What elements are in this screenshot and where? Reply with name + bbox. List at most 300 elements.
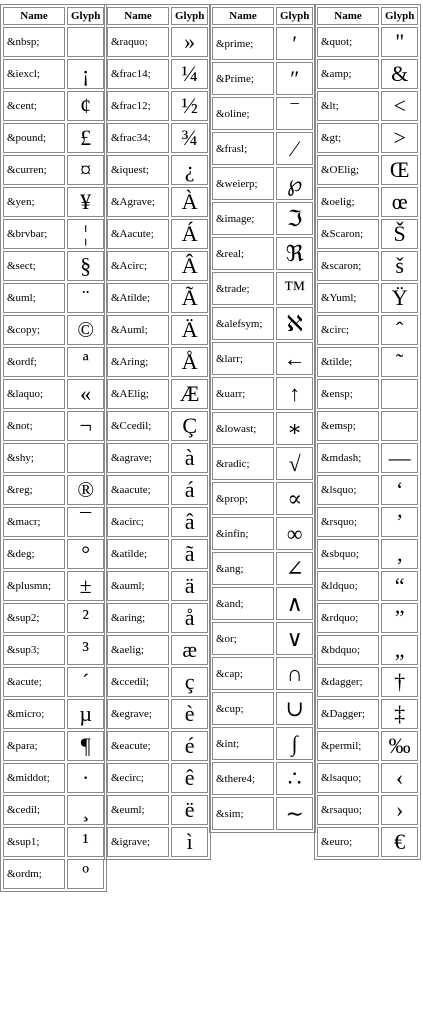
table-row — [3, 507, 104, 537]
entity-glyph-cell: ³ — [67, 635, 104, 665]
table-row — [212, 377, 313, 410]
entity-name-cell: &Dagger; — [317, 699, 379, 729]
entity-name-cell: &egrave; — [107, 699, 169, 729]
entity-glyph-cell: ¦ — [67, 219, 104, 249]
entity-glyph-cell — [67, 27, 104, 57]
entity-name-cell: &emsp; — [317, 411, 379, 441]
entity-glyph-cell: ℘ — [276, 167, 313, 200]
entity-glyph-cell: ° — [67, 539, 104, 569]
entity-glyph-cell: è — [171, 699, 208, 729]
entity-name-cell: &shy; — [3, 443, 65, 473]
entity-glyph-cell: ¾ — [171, 123, 208, 153]
entity-glyph-cell: ‚ — [381, 539, 418, 569]
table-row — [3, 123, 104, 153]
entity-glyph-cell: ± — [67, 571, 104, 601]
entity-name-cell: &lt; — [317, 91, 379, 121]
entity-name-cell: &sup1; — [3, 827, 65, 857]
entity-glyph-cell: ì — [171, 827, 208, 857]
entity-table-3 — [209, 4, 316, 833]
entity-glyph-cell: Œ — [381, 155, 418, 185]
entity-glyph-cell: ¼ — [171, 59, 208, 89]
entity-name-cell: &lsaquo; — [317, 763, 379, 793]
entity-name-cell: &acirc; — [107, 507, 169, 537]
entity-name-cell: &sim; — [212, 797, 274, 830]
entity-glyph-cell: ˆ — [381, 315, 418, 345]
entity-glyph-cell: ∨ — [276, 622, 313, 655]
table-row — [212, 167, 313, 200]
entity-glyph-cell: ¿ — [171, 155, 208, 185]
entity-name-cell: &dagger; — [317, 667, 379, 697]
entity-name-cell: &and; — [212, 587, 274, 620]
entity-name-cell: &micro; — [3, 699, 65, 729]
entity-name-cell: &iexcl; — [3, 59, 65, 89]
table-row — [3, 219, 104, 249]
table-row — [3, 251, 104, 281]
table-row — [317, 59, 418, 89]
entity-table-1 — [0, 4, 107, 892]
entity-name-cell: &frac14; — [107, 59, 169, 89]
entity-name-cell: &ccedil; — [107, 667, 169, 697]
entity-glyph-cell: ê — [171, 763, 208, 793]
table-row — [212, 657, 313, 690]
entity-name-cell: &trade; — [212, 272, 274, 305]
entity-name-cell: &atilde; — [107, 539, 169, 569]
entity-name-cell: &igrave; — [107, 827, 169, 857]
entity-glyph-cell: Â — [171, 251, 208, 281]
entity-glyph-cell: © — [67, 315, 104, 345]
entity-name-cell: &ordf; — [3, 347, 65, 377]
entity-name-cell: &Ccedil; — [107, 411, 169, 441]
entity-glyph-cell: º — [67, 859, 104, 889]
table-row — [107, 315, 208, 345]
table-row — [107, 123, 208, 153]
entity-glyph-cell: Ç — [171, 411, 208, 441]
entity-glyph-cell: Å — [171, 347, 208, 377]
entity-glyph-cell: à — [171, 443, 208, 473]
entity-name-cell: &Yuml; — [317, 283, 379, 313]
table-row — [107, 571, 208, 601]
entity-name-cell: &mdash; — [317, 443, 379, 473]
entity-name-cell: &frasl; — [212, 132, 274, 165]
entity-glyph-cell: ¤ — [67, 155, 104, 185]
table-row — [3, 571, 104, 601]
entity-name-cell: &iquest; — [107, 155, 169, 185]
entity-glyph-cell: ‡ — [381, 699, 418, 729]
table-row — [317, 763, 418, 793]
entity-name-cell: &cap; — [212, 657, 274, 690]
entity-glyph-cell: œ — [381, 187, 418, 217]
header-row — [212, 7, 313, 25]
table-row — [107, 379, 208, 409]
table-row — [317, 667, 418, 697]
entity-name-cell: &Scaron; — [317, 219, 379, 249]
entity-name-cell: &eacute; — [107, 731, 169, 761]
entity-name-cell: &deg; — [3, 539, 65, 569]
table-row — [107, 475, 208, 505]
table-row — [317, 827, 418, 857]
entity-name-cell: &infin; — [212, 517, 274, 550]
header-row — [317, 7, 418, 25]
entity-name-cell: &Aacute; — [107, 219, 169, 249]
table-row — [107, 699, 208, 729]
table-row — [3, 315, 104, 345]
table-row — [317, 443, 418, 473]
entity-glyph-cell: · — [67, 763, 104, 793]
table-row — [107, 251, 208, 281]
table-row — [107, 667, 208, 697]
entity-glyph-cell: ® — [67, 475, 104, 505]
entity-name-cell: &image; — [212, 202, 274, 235]
glyph-header: Glyph — [381, 7, 418, 25]
table-row — [107, 443, 208, 473]
entity-name-cell: &brvbar; — [3, 219, 65, 249]
table-row — [212, 797, 313, 830]
table-row — [317, 379, 418, 409]
table-row — [317, 91, 418, 121]
entity-name-cell: &auml; — [107, 571, 169, 601]
table-row — [212, 517, 313, 550]
entity-name-cell: &gt; — [317, 123, 379, 153]
entity-glyph-cell: ’ — [381, 507, 418, 537]
table-row — [3, 731, 104, 761]
entity-name-cell: &larr; — [212, 342, 274, 375]
table-row — [3, 603, 104, 633]
entity-name-cell: &prime; — [212, 27, 274, 60]
header-row — [3, 7, 104, 25]
table-row — [317, 731, 418, 761]
table-row — [107, 219, 208, 249]
entity-table-2 — [104, 4, 211, 860]
entity-glyph-cell: ´ — [67, 667, 104, 697]
entity-name-cell: &frac12; — [107, 91, 169, 121]
table-row — [212, 482, 313, 515]
entity-name-cell: &laquo; — [3, 379, 65, 409]
entity-name-cell: &macr; — [3, 507, 65, 537]
table-row — [212, 237, 313, 270]
entity-glyph-cell: å — [171, 603, 208, 633]
entity-glyph-cell: á — [171, 475, 208, 505]
entity-name-cell: &cup; — [212, 692, 274, 725]
table-row — [317, 411, 418, 441]
entity-glyph-cell: ² — [67, 603, 104, 633]
table-row — [3, 443, 104, 473]
table-row — [212, 762, 313, 795]
entity-name-cell: &lowast; — [212, 412, 274, 445]
entity-glyph-cell: ä — [171, 571, 208, 601]
table-row — [212, 307, 313, 340]
entity-name-cell: &raquo; — [107, 27, 169, 57]
entity-name-cell: &rsquo; — [317, 507, 379, 537]
table-row — [317, 795, 418, 825]
entity-glyph-cell: š — [381, 251, 418, 281]
entity-glyph-cell: ¢ — [67, 91, 104, 121]
entity-name-cell: &ordm; — [3, 859, 65, 889]
table-row — [107, 27, 208, 57]
entity-name-cell: &oelig; — [317, 187, 379, 217]
entity-name-cell: &plusmn; — [3, 571, 65, 601]
entity-name-cell: &pound; — [3, 123, 65, 153]
table-row — [317, 219, 418, 249]
entity-glyph-cell: € — [381, 827, 418, 857]
entity-glyph-cell: ¶ — [67, 731, 104, 761]
entity-name-cell: &aacute; — [107, 475, 169, 505]
table-row — [212, 272, 313, 305]
table-row — [3, 283, 104, 313]
entity-glyph-cell: § — [67, 251, 104, 281]
entity-glyph-cell — [381, 411, 418, 441]
entity-name-cell: &ldquo; — [317, 571, 379, 601]
table-row — [212, 622, 313, 655]
table-row — [317, 571, 418, 601]
entity-glyph-cell: Á — [171, 219, 208, 249]
entity-glyph-cell: ∠ — [276, 552, 313, 585]
table-row — [107, 283, 208, 313]
table-row — [107, 59, 208, 89]
entity-glyph-cell: ″ — [276, 62, 313, 95]
table-row — [3, 667, 104, 697]
entity-name-cell: &or; — [212, 622, 274, 655]
entity-glyph-cell: ‾ — [276, 97, 313, 130]
entity-name-cell: &sup3; — [3, 635, 65, 665]
table-row — [107, 827, 208, 857]
entity-glyph-cell: ∝ — [276, 482, 313, 515]
entity-name-cell: &Agrave; — [107, 187, 169, 217]
entity-glyph-cell: √ — [276, 447, 313, 480]
entity-name-cell: &amp; — [317, 59, 379, 89]
entity-name-cell: &AElig; — [107, 379, 169, 409]
table-row — [107, 731, 208, 761]
table-row — [317, 603, 418, 633]
entity-glyph-cell: ‘ — [381, 475, 418, 505]
table-row — [317, 283, 418, 313]
entity-glyph-cell: ã — [171, 539, 208, 569]
entity-name-cell: &prop; — [212, 482, 274, 515]
entity-glyph-cell: › — [381, 795, 418, 825]
table-row — [107, 411, 208, 441]
entity-name-cell: &not; — [3, 411, 65, 441]
entity-glyph-cell: ¯ — [67, 507, 104, 537]
table-row — [317, 475, 418, 505]
table-row — [317, 123, 418, 153]
table-row — [107, 539, 208, 569]
table-row — [212, 447, 313, 480]
entity-glyph-cell: ‰ — [381, 731, 418, 761]
entity-name-cell: &sbquo; — [317, 539, 379, 569]
entity-name-cell: &curren; — [3, 155, 65, 185]
table-row — [107, 507, 208, 537]
entity-name-cell: &ensp; — [317, 379, 379, 409]
table-row — [212, 27, 313, 60]
entity-name-cell: &OElig; — [317, 155, 379, 185]
table-row — [3, 347, 104, 377]
entity-glyph-cell: ∩ — [276, 657, 313, 690]
table-row — [107, 603, 208, 633]
entity-name-cell: &int; — [212, 727, 274, 760]
entity-name-cell: &Auml; — [107, 315, 169, 345]
table-row — [3, 91, 104, 121]
table-row — [3, 155, 104, 185]
table-row — [212, 132, 313, 165]
table-row — [107, 155, 208, 185]
entity-glyph-cell: ↑ — [276, 377, 313, 410]
entity-name-cell: &aelig; — [107, 635, 169, 665]
entity-glyph-cell: ë — [171, 795, 208, 825]
entity-name-cell: &Prime; — [212, 62, 274, 95]
entity-glyph-cell: „ — [381, 635, 418, 665]
table-row — [212, 202, 313, 235]
entity-name-cell: &middot; — [3, 763, 65, 793]
entity-glyph-cell: ∪ — [276, 692, 313, 725]
entity-glyph-cell: ← — [276, 342, 313, 375]
entity-glyph-cell: Ÿ — [381, 283, 418, 313]
entity-glyph-cell: ç — [171, 667, 208, 697]
name-header: Name — [107, 7, 169, 25]
entity-name-cell: &ang; — [212, 552, 274, 585]
table-row — [3, 827, 104, 857]
table-row — [3, 475, 104, 505]
table-row — [3, 187, 104, 217]
entity-name-cell: &nbsp; — [3, 27, 65, 57]
table-row — [3, 699, 104, 729]
entity-glyph-cell: Š — [381, 219, 418, 249]
table-row — [317, 635, 418, 665]
entity-glyph-cell: µ — [67, 699, 104, 729]
table-row — [212, 552, 313, 585]
table-row — [3, 859, 104, 889]
entity-name-cell: &Aring; — [107, 347, 169, 377]
header-row — [107, 7, 208, 25]
entity-name-cell: &uml; — [3, 283, 65, 313]
table-row — [3, 539, 104, 569]
entity-glyph-cell: ½ — [171, 91, 208, 121]
table-row — [317, 347, 418, 377]
entity-name-cell: &frac34; — [107, 123, 169, 153]
entity-name-cell: &sect; — [3, 251, 65, 281]
entity-glyph-cell — [381, 379, 418, 409]
entity-glyph-cell: ¥ — [67, 187, 104, 217]
entity-name-cell: &real; — [212, 237, 274, 270]
entity-glyph-cell: ∧ — [276, 587, 313, 620]
table-row — [3, 763, 104, 793]
entity-glyph-cell: ∫ — [276, 727, 313, 760]
entity-name-cell: &agrave; — [107, 443, 169, 473]
table-row — [317, 539, 418, 569]
table-row — [317, 187, 418, 217]
entity-glyph-cell: Ã — [171, 283, 208, 313]
entity-glyph-cell: â — [171, 507, 208, 537]
entity-glyph-cell: ¬ — [67, 411, 104, 441]
entity-glyph-cell: ¡ — [67, 59, 104, 89]
entity-glyph-cell: “ — [381, 571, 418, 601]
entity-glyph-cell: ℑ — [276, 202, 313, 235]
entity-name-cell: &para; — [3, 731, 65, 761]
entity-name-cell: &euml; — [107, 795, 169, 825]
table-row — [212, 342, 313, 375]
entity-name-cell: &ecirc; — [107, 763, 169, 793]
entity-name-cell: &radic; — [212, 447, 274, 480]
entity-glyph-cell: ˜ — [381, 347, 418, 377]
entity-glyph-cell: æ — [171, 635, 208, 665]
entity-name-cell: &cedil; — [3, 795, 65, 825]
table-row — [317, 315, 418, 345]
entity-glyph-cell: ™ — [276, 272, 313, 305]
entity-name-cell: &bdquo; — [317, 635, 379, 665]
entity-glyph-cell: > — [381, 123, 418, 153]
table-row — [107, 347, 208, 377]
entity-name-cell: &permil; — [317, 731, 379, 761]
table-row — [212, 97, 313, 130]
table-row — [317, 155, 418, 185]
entity-glyph-cell: ¹ — [67, 827, 104, 857]
table-row — [212, 412, 313, 445]
table-row — [107, 91, 208, 121]
entity-name-cell: &aring; — [107, 603, 169, 633]
entity-glyph-cell: Æ — [171, 379, 208, 409]
entity-glyph-cell: & — [381, 59, 418, 89]
table-row — [3, 379, 104, 409]
entity-glyph-cell: ‹ — [381, 763, 418, 793]
entity-glyph-cell: ℵ — [276, 307, 313, 340]
table-row — [3, 27, 104, 57]
entity-glyph-cell: ª — [67, 347, 104, 377]
entity-glyph-cell: ” — [381, 603, 418, 633]
entity-name-cell: &alefsym; — [212, 307, 274, 340]
entity-glyph-cell: £ — [67, 123, 104, 153]
entity-name-cell: &scaron; — [317, 251, 379, 281]
name-header: Name — [212, 7, 274, 25]
entity-glyph-cell: Ä — [171, 315, 208, 345]
entity-name-cell: &tilde; — [317, 347, 379, 377]
table-row — [3, 635, 104, 665]
entity-name-cell: &yen; — [3, 187, 65, 217]
entity-glyph-cell: À — [171, 187, 208, 217]
entity-glyph-cell: ∼ — [276, 797, 313, 830]
glyph-header: Glyph — [171, 7, 208, 25]
table-row — [3, 411, 104, 441]
name-header: Name — [3, 7, 65, 25]
table-row — [3, 795, 104, 825]
entity-name-cell: &Atilde; — [107, 283, 169, 313]
entity-name-cell: &oline; — [212, 97, 274, 130]
table-row — [107, 635, 208, 665]
entity-name-cell: &there4; — [212, 762, 274, 795]
table-row — [107, 187, 208, 217]
entity-glyph-cell: ∗ — [276, 412, 313, 445]
entity-glyph-cell: ⁄ — [276, 132, 313, 165]
entity-glyph-cell — [67, 443, 104, 473]
entity-name-cell: &circ; — [317, 315, 379, 345]
table-row — [212, 692, 313, 725]
glyph-header: Glyph — [67, 7, 104, 25]
entity-name-cell: &lsquo; — [317, 475, 379, 505]
entity-glyph-cell: ∞ — [276, 517, 313, 550]
entity-name-cell: &weierp; — [212, 167, 274, 200]
entity-glyph-cell: ℜ — [276, 237, 313, 270]
table-row — [317, 27, 418, 57]
entity-glyph-cell: † — [381, 667, 418, 697]
entity-name-cell: &copy; — [3, 315, 65, 345]
entity-name-cell: &cent; — [3, 91, 65, 121]
entity-glyph-cell: é — [171, 731, 208, 761]
table-row — [212, 62, 313, 95]
entity-glyph-cell: " — [381, 27, 418, 57]
entity-name-cell: &Acirc; — [107, 251, 169, 281]
entity-glyph-cell: ∴ — [276, 762, 313, 795]
entity-name-cell: &uarr; — [212, 377, 274, 410]
entity-name-cell: &quot; — [317, 27, 379, 57]
entity-table-4 — [314, 4, 421, 860]
entity-name-cell: &sup2; — [3, 603, 65, 633]
